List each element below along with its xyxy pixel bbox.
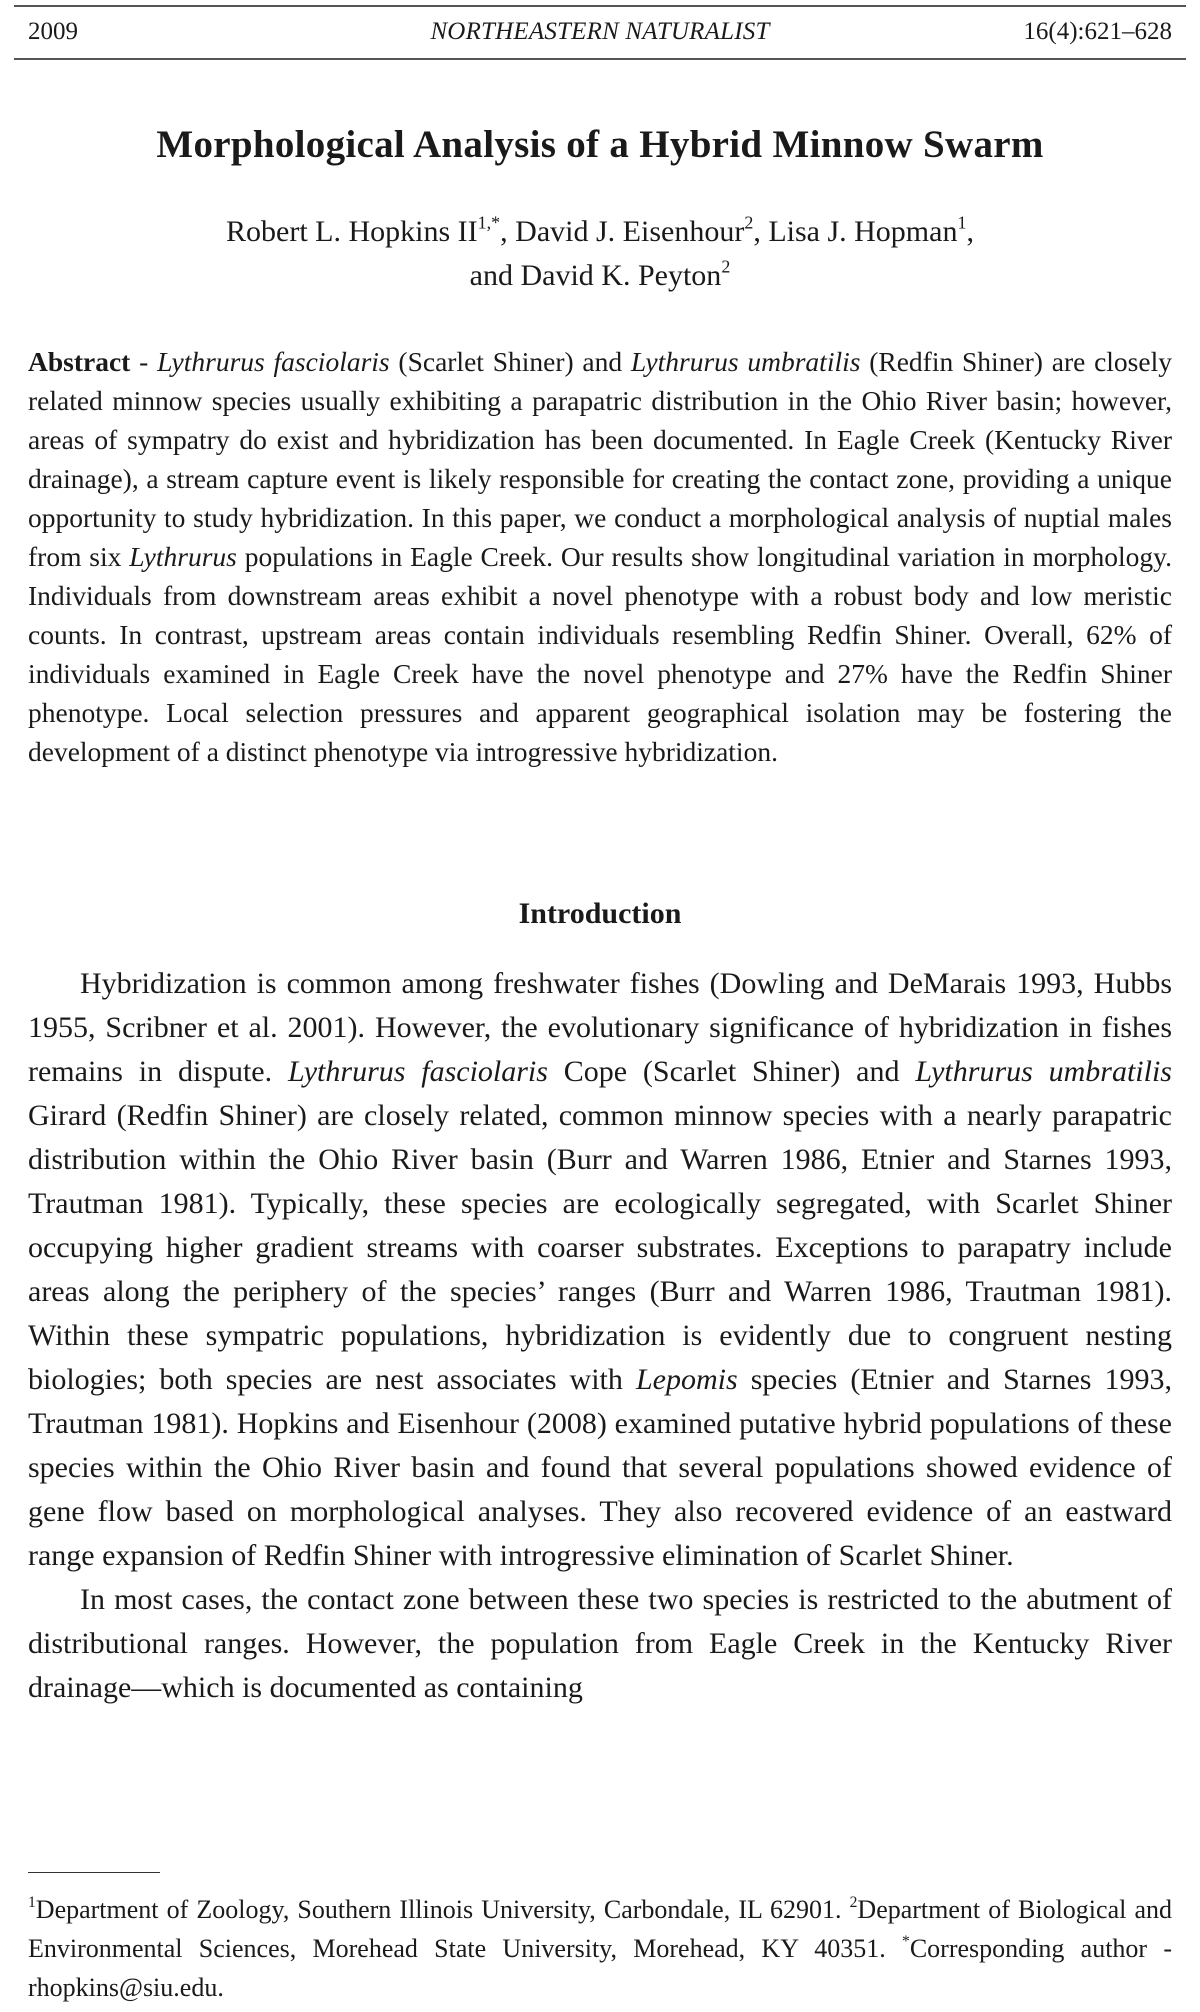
text-run: species (Etnier and Starnes 1993, Trautman 1981). Hopkins and Eisenhour (2008) examined putative hybrid populations of these species within the Ohio River basin and found that several populations showed evidence of gene flow based on morphological analyses. They also recovered evidence of an eastward range expansion of Redfin Shiner with introgressive elimination of Scarlet Shiner. xyxy=(28,1363,1172,1572)
text-run: populations in Eagle Creek. Our results show longitudinal variation in morphology. Individuals from downstream areas exhibit a novel phenotype with a robust body and low meristic counts. In contrast, upstream areas contain individuals resembling Redfin Shiner. Overall, 62% of individuals examined in Eagle Creek have the novel phenotype and 27% have the Redfin Shiner phenotype. Local selection pressures and apparent geographical isolation may be fostering the development of a distinct phenotype via introgressive hybridization. xyxy=(28,541,1172,767)
paper-title: Morphological Analysis of a Hybrid Minnow Swarm xyxy=(156,123,1044,166)
introduction-body xyxy=(28,962,1172,1710)
italic-run: Lythrurus umbratilis xyxy=(915,1055,1172,1088)
journal-year: 2009 xyxy=(28,18,78,45)
abstract-label: Abstract xyxy=(28,346,131,377)
italic-run: Lythrurus fasciolaris xyxy=(157,346,390,377)
text-run: Girard (Redfin Shiner) are closely related, common minnow species with a nearly parapatric distribution within the Ohio River basin (Burr and Warren 1986, Etnier and Starnes 1993, Trautman 1981). Typically, these species are ecologically segregated, with Scarlet Shiner occupying higher gradient streams with coarser substrates. Exceptions to parapatry include areas along the periphery of the species’ ranges (Burr and Warren 1986, Trautman 1981). Within these sympatric populations, hybridization is evidently due to congruent nesting biologies; both species are nest associates with xyxy=(28,1099,1172,1396)
author: Lisa J. Hopman$^1$, xyxy=(768,212,974,248)
abstract xyxy=(28,342,1172,771)
affiliations-footnote xyxy=(28,1890,1172,2007)
running-head xyxy=(28,12,1172,52)
author: and David K. Peyton$^2$ xyxy=(469,256,731,292)
italic-run: Lythrurus fasciolaris xyxy=(287,1055,548,1088)
corresponding-author-email: Corresponding author - rhopkins@siu.edu. xyxy=(28,1934,1172,2002)
author-list xyxy=(100,210,1100,298)
text-run: In most cases, the contact zone between these two species is restricted to the abutment of distributional ranges. However, the population from Eagle Creek in the Kentucky River drainage—which is documented as containing xyxy=(28,1583,1172,1704)
section-heading-introduction: Introduction xyxy=(518,897,682,930)
paragraph xyxy=(28,1578,1172,1710)
author-affiliation-marker: 1 xyxy=(957,212,967,233)
author: David J. Eisenhour$^2$, xyxy=(515,212,769,248)
footnote-part: $^2$Department of Biological and Environmental Sciences, Morehead State University, Morehead, KY 40351. xyxy=(28,1894,1172,1963)
text-run: Cope (Scarlet Shiner) and xyxy=(547,1055,916,1088)
text-run: - xyxy=(130,346,158,377)
author-affiliation-marker: 1,* xyxy=(477,212,501,233)
footnote-rule xyxy=(28,1872,160,1873)
text-run: Hybridization is common among freshwater fishes (Dowling and DeMarais 1993, Hubbs 1955, Scribner et al. 2001). However, the evolutionary significance of hybridization in fishes remains in dispute. xyxy=(28,967,1172,1088)
footnote-part: *Corresponding author - rhopkins@siu.edu. xyxy=(28,1933,1172,2002)
text-run: (Scarlet Shiner) and xyxy=(389,346,631,377)
header-rule-bottom xyxy=(14,58,1186,60)
author-affiliation-marker: 2 xyxy=(744,212,754,233)
abstract-body xyxy=(28,346,1172,767)
header-rule-top xyxy=(14,5,1186,7)
author-affiliation-marker: 2 xyxy=(721,256,731,277)
journal-name: NORTHEASTERN NATURALIST xyxy=(430,18,770,45)
italic-run: Lythrurus xyxy=(129,541,237,572)
footnote-part: $^1$Department of Zoology, Southern Illinois University, Carbondale, IL 62901. xyxy=(28,1894,850,1924)
italic-run: Lepomis xyxy=(635,1363,738,1396)
author: Robert L. Hopkins $II^{1,*}$, xyxy=(226,212,516,248)
text-run: (Redfin Shiner) are closely related minnow species usually exhibiting a parapatric distribution in the Ohio River basin; however, areas of sympatry do exist and hybridization has been documented. In Eagle Creek (Kentucky River drainage), a stream capture event is likely responsible for creating the contact zone, providing a unique opportunity to study hybridization. In this paper, we conduct a morphological analysis of nuptial males from six xyxy=(28,346,1172,572)
italic-run: Lythrurus umbratilis xyxy=(630,346,861,377)
volume-pages: 16(4):621–628 xyxy=(1023,18,1172,45)
paragraph xyxy=(28,962,1172,1578)
